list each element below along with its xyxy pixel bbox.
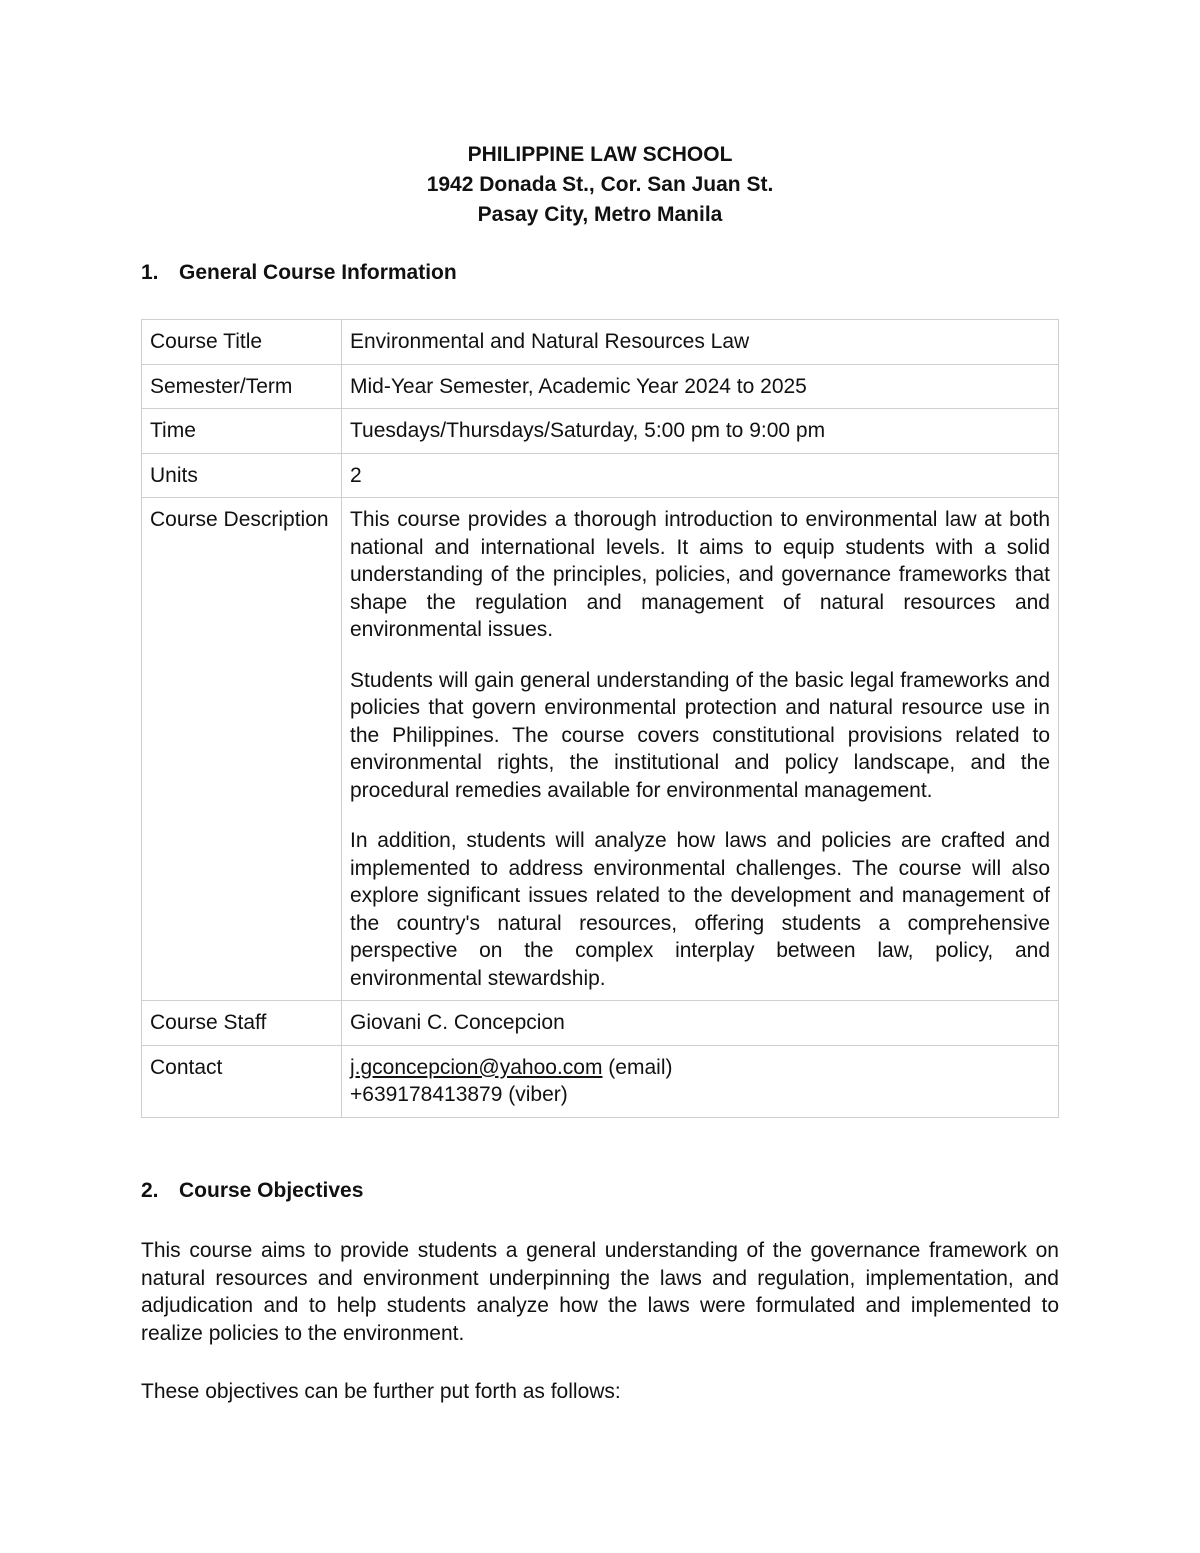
row-label: Semester/Term (142, 364, 342, 409)
row-label: Time (142, 409, 342, 454)
address-line-2: Pasay City, Metro Manila (477, 203, 723, 226)
section-heading-general-info (141, 259, 457, 287)
table-row (142, 409, 1059, 454)
course-info-table (141, 319, 1059, 1118)
table-row (142, 453, 1059, 498)
email-suffix: (email) (602, 1055, 673, 1079)
row-label: Course Staff (142, 1001, 342, 1046)
course-description (342, 498, 1059, 1001)
description-paragraph: This course provides a thorough introduction to environmental law at both national and international levels. It aims to equip students with a solid understanding of the principles, policies, and governance frameworks that shape the regulation and management of natural resources and environmental issues. (350, 508, 1050, 641)
contact-email-line (350, 1054, 1050, 1082)
section-title: General Course Information (179, 261, 457, 284)
contact-cell (342, 1045, 1059, 1117)
section-heading-objectives (141, 1177, 363, 1205)
row-value: Environmental and Natural Resources Law (342, 320, 1059, 365)
table-row (142, 320, 1059, 365)
table-row-description (142, 498, 1059, 1001)
objectives-lead-in: These objectives can be further put forth as follows: (141, 1380, 621, 1403)
row-label: Contact (142, 1045, 342, 1117)
contact-phone: +639178413879 (viber) (350, 1083, 568, 1106)
row-value: Mid-Year Semester, Academic Year 2024 to 2025 (342, 364, 1059, 409)
section-number: 1. (141, 261, 159, 284)
description-paragraph: In addition, students will analyze how laws and policies are crafted and implemented to address environmental challenges. The course will also explore significant issues related to the development and management of the country's natural resources, offering students a comprehensive perspective on the complex interplay between law, policy, and environmental stewardship. (350, 829, 1050, 990)
email-link[interactable]: j.gconcepcion@yahoo.com (350, 1055, 603, 1079)
row-label: Course Title (142, 320, 342, 365)
section-number: 2. (141, 1179, 159, 1202)
objectives-paragraph: This course aims to provide students a general understanding of the governance framework on natural resources and environment underpinning the laws and regulation, implementation, and adjudication and to help students analyze how the laws were formulated and implemented to realize policies to the environment. (141, 1239, 1059, 1345)
school-header (0, 140, 1200, 230)
school-name: PHILIPPINE LAW SCHOOL (467, 143, 733, 166)
row-value: Tuesdays/Thursdays/Saturday, 5:00 pm to 9:00 pm (342, 409, 1059, 454)
row-label: Units (142, 453, 342, 498)
table-row-contact (142, 1045, 1059, 1117)
section-title: Course Objectives (179, 1179, 364, 1202)
row-label: Course Description (142, 498, 342, 1001)
table-row-staff (142, 1001, 1059, 1046)
address-line-1: 1942 Donada St., Cor. San Juan St. (426, 173, 774, 196)
table-row (142, 364, 1059, 409)
row-value: 2 (342, 453, 1059, 498)
description-paragraph: Students will gain general understanding of the basic legal frameworks and policies that govern environmental protection and natural resource use in the Philippines. The course covers constitutional provisions related to environmental rights, the institutional and policy landscape, and the procedural remedies available for environmental management. (350, 668, 1050, 802)
row-value: Giovani C. Concepcion (342, 1001, 1059, 1046)
